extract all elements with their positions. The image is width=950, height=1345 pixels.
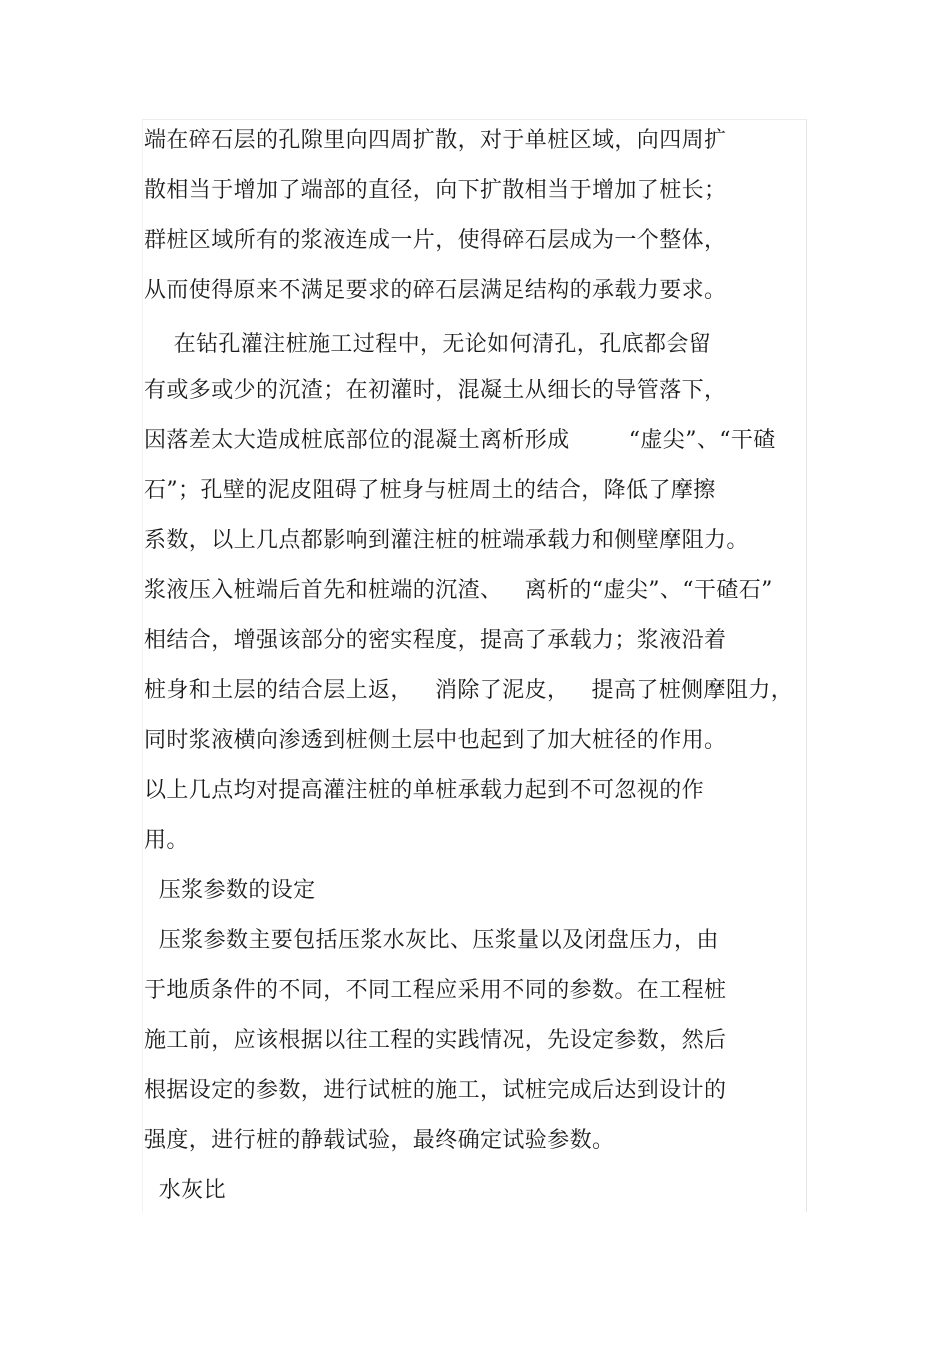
- text-line-15: 用。: [144, 828, 189, 853]
- section-heading-water-cement-ratio: 水灰比: [144, 1178, 226, 1203]
- section-heading-grouting-parameters: 压浆参数的设定: [144, 878, 316, 903]
- text-line-9: 系数，以上几点都影响到灌注桩的桩端承载力和侧壁摩阻力。: [144, 528, 749, 553]
- text-line-13: 同时浆液横向渗透到桩侧土层中也起到了加大桩径的作用。: [144, 728, 727, 753]
- text-line-6: 有或多或少的沉渣；在初灌时，混凝土从细长的导管落下，: [144, 378, 727, 403]
- text-line-3: 群桩区域所有的浆液连成一片，使得碎石层成为一个整体，: [144, 228, 727, 253]
- text-line-4: 从而使得原来不满足要求的碎石层满足结构的承载力要求。: [144, 278, 727, 303]
- text-line-2: 散相当于增加了端部的直径，向下扩散相当于增加了桩长；: [144, 178, 727, 203]
- text-line-20: 根据设定的参数，进行试桩的施工，试桩完成后达到设计的: [144, 1078, 727, 1103]
- text-line-1: 端在碎石层的孔隙里向四周扩散，对于单桩区域，向四周扩: [144, 128, 727, 153]
- text-line-11: 相结合，增强该部分的密实程度，提高了承载力；浆液沿着: [144, 628, 727, 653]
- text-line-10: 浆液压入桩端后首先和桩端的沉渣、 离析的“虚尖”、“干碴石”: [144, 578, 773, 603]
- text-line-8: 石”；孔壁的泥皮阻碍了桩身与桩周土的结合，降低了摩擦: [144, 478, 716, 503]
- text-line-21: 强度，进行桩的静载试验，最终确定试验参数。: [144, 1128, 615, 1153]
- text-line-14: 以上几点均对提高灌注桩的单桩承载力起到不可忽视的作: [144, 778, 705, 803]
- text-line-18: 于地质条件的不同，不同工程应采用不同的参数。在工程桩: [144, 978, 727, 1003]
- text-line-19: 施工前，应该根据以往工程的实践情况，先设定参数，然后: [144, 1028, 727, 1053]
- text-line-17: 压浆参数主要包括压浆水灰比、压浆量以及闭盘压力，由: [144, 928, 719, 953]
- text-line-7: 因落差太大造成桩底部位的混凝土离析形成 “虚尖”、“干碴: [144, 428, 776, 453]
- text-line-12: 桩身和土层的结合层上返， 消除了泥皮， 提高了桩侧摩阻力，: [144, 678, 794, 703]
- text-line-5: 在钻孔灌注桩施工过程中，无论如何清孔，孔底都会留: [144, 332, 712, 357]
